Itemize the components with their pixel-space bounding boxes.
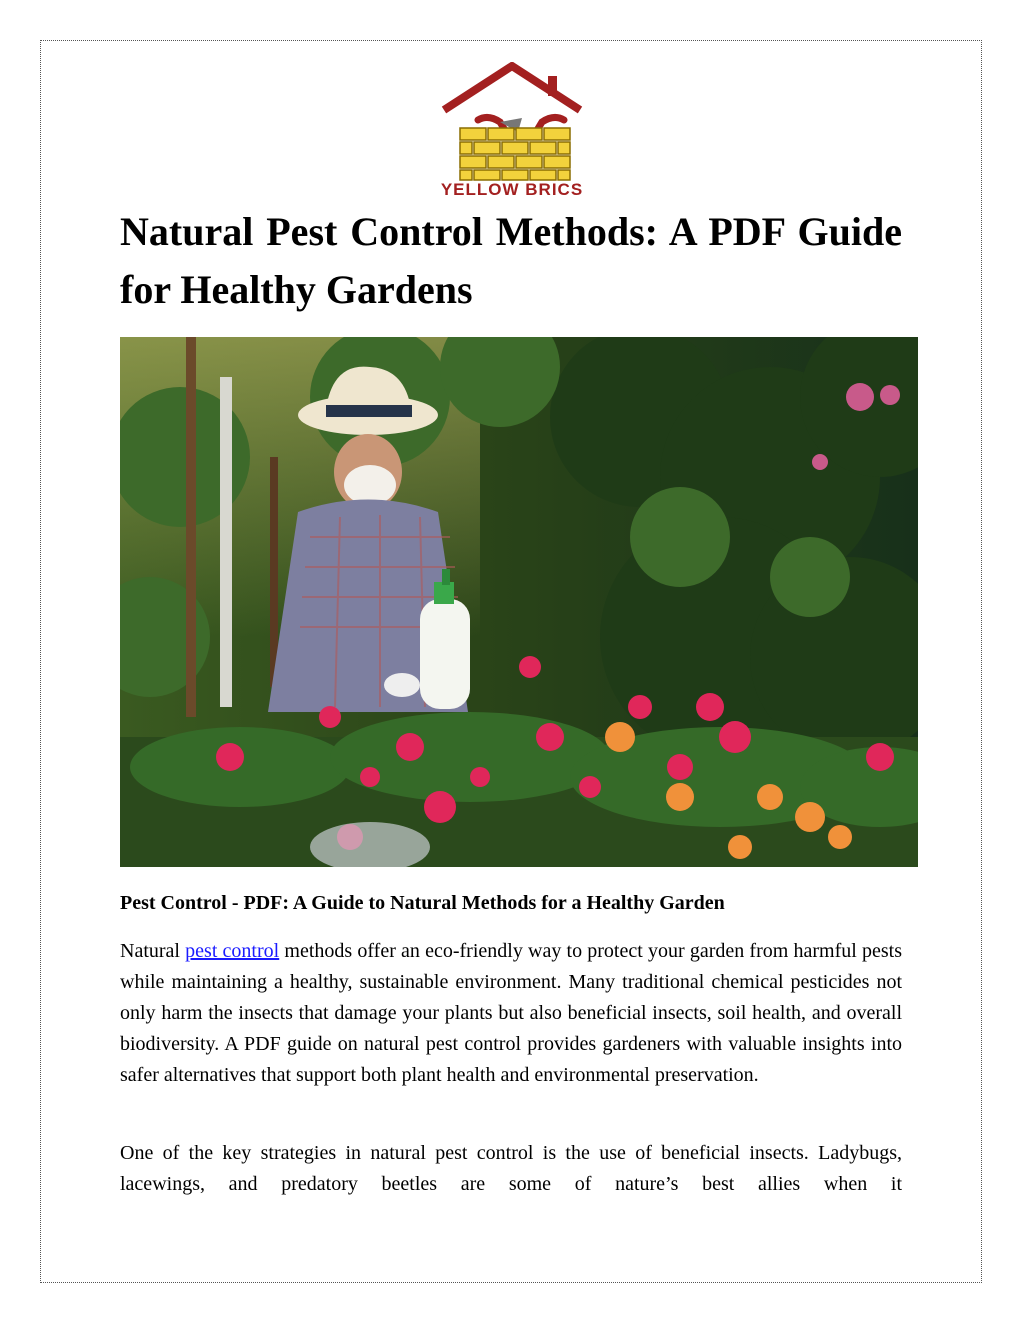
brand-name: YELLOW BRICS [440,180,584,199]
paragraph-intro-text-start: Natural [120,940,186,962]
pest-control-link[interactable]: pest control [185,940,280,962]
section-heading: Pest Control - PDF: A Guide to Natural Methods for a Healthy Garden [120,892,725,914]
gardener-spraying-flowers-image [120,337,918,867]
page-title: Natural Pest Control Methods: A PDF Guide for Healthy Gardens [120,209,902,312]
paragraph-intro [120,936,902,1091]
paragraph-intro-text-rest: methods offer an eco-friendly way to protect your garden from harmful pests while maintaining a healthy, sustainable environment. Many traditional chemical pesticides not only harm the insects that damage your plants but also beneficial insects, soil health, and overall biodiversity. A PDF guide on natural pest control provides gardeners with valuable insights into safer alternatives that support both plant health and environmental preservation. [120,940,902,1086]
paragraph-beneficial-insects: One of the key strategies in natural pest control is the use of beneficial insects. Ladybugs, lacewings, and predatory beetles are some of nature’s best allies when it [120,1142,902,1195]
